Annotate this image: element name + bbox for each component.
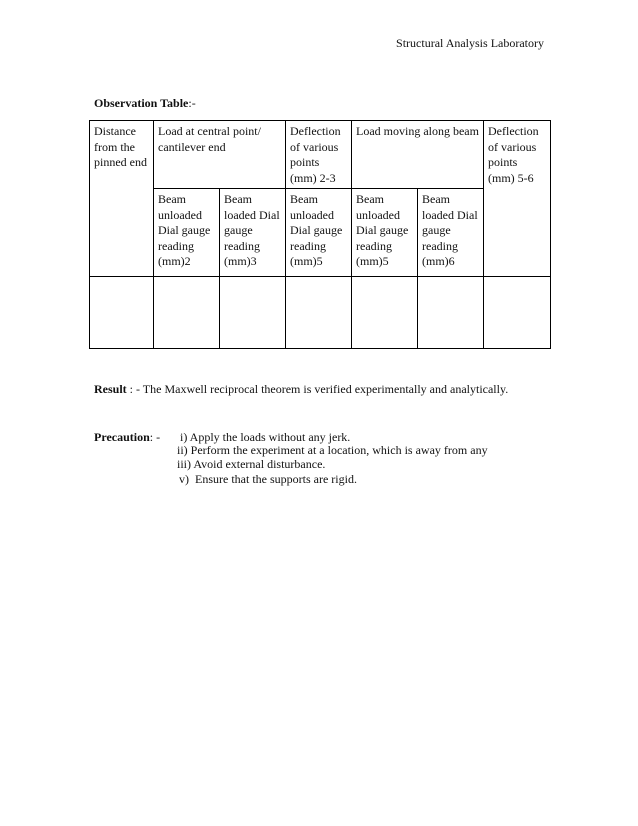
subheader-moving-loaded: Beam loaded Dial gauge reading (mm)6 [418,189,484,277]
precaution-label-wrap [94,430,178,446]
result-text: : - The Maxwell reciprocal theorem is verified experimentally and analytically. [126,382,509,396]
subheader-deflection: Beam unloaded Dial gauge reading (mm)5 [286,189,352,277]
precaution-item: ii) Perform the experiment at a location, which is away from any [177,443,488,457]
observation-table-title [94,96,196,111]
table-row [90,277,551,349]
table-cell [220,277,286,349]
subheader-central-unloaded: Beam unloaded Dial gauge reading (mm)2 [154,189,220,277]
precaution-item: i) Apply the loads without any jerk. [180,430,351,444]
precaution-block [94,430,488,486]
observation-title-suffix: :- [188,96,196,110]
precaution-label: Precaution [94,430,150,444]
page-header: Structural Analysis Laboratory [396,36,544,50]
header-deflection-2: Deflection of various points (mm) 5-6 [484,121,551,277]
subheader-central-loaded: Beam loaded Dial gauge reading (mm)3 [220,189,286,277]
header-distance: Distance from the pinned end [90,121,154,277]
precaution-item: v) Ensure that the supports are rigid. [179,472,357,486]
observation-title-bold: Observation Table [94,96,189,110]
precaution-label-suffix: : - [149,430,161,444]
result-line [94,382,508,397]
observation-table [89,120,551,349]
table-cell [352,277,418,349]
subheader-moving-unloaded: Beam unloaded Dial gauge reading (mm)5 [352,189,418,277]
precaution-item: iii) Avoid external disturbance. [177,457,326,471]
table-cell [484,277,551,349]
header-load-moving: Load moving along beam [352,121,484,189]
table-cell [90,277,154,349]
table-cell [286,277,352,349]
header-deflection-1: Deflection of various points (mm) 2-3 [286,121,352,189]
table-cell [154,277,220,349]
result-label: Result [94,382,127,396]
table-cell [418,277,484,349]
header-load-central: Load at central point/ cantilever end [154,121,286,189]
